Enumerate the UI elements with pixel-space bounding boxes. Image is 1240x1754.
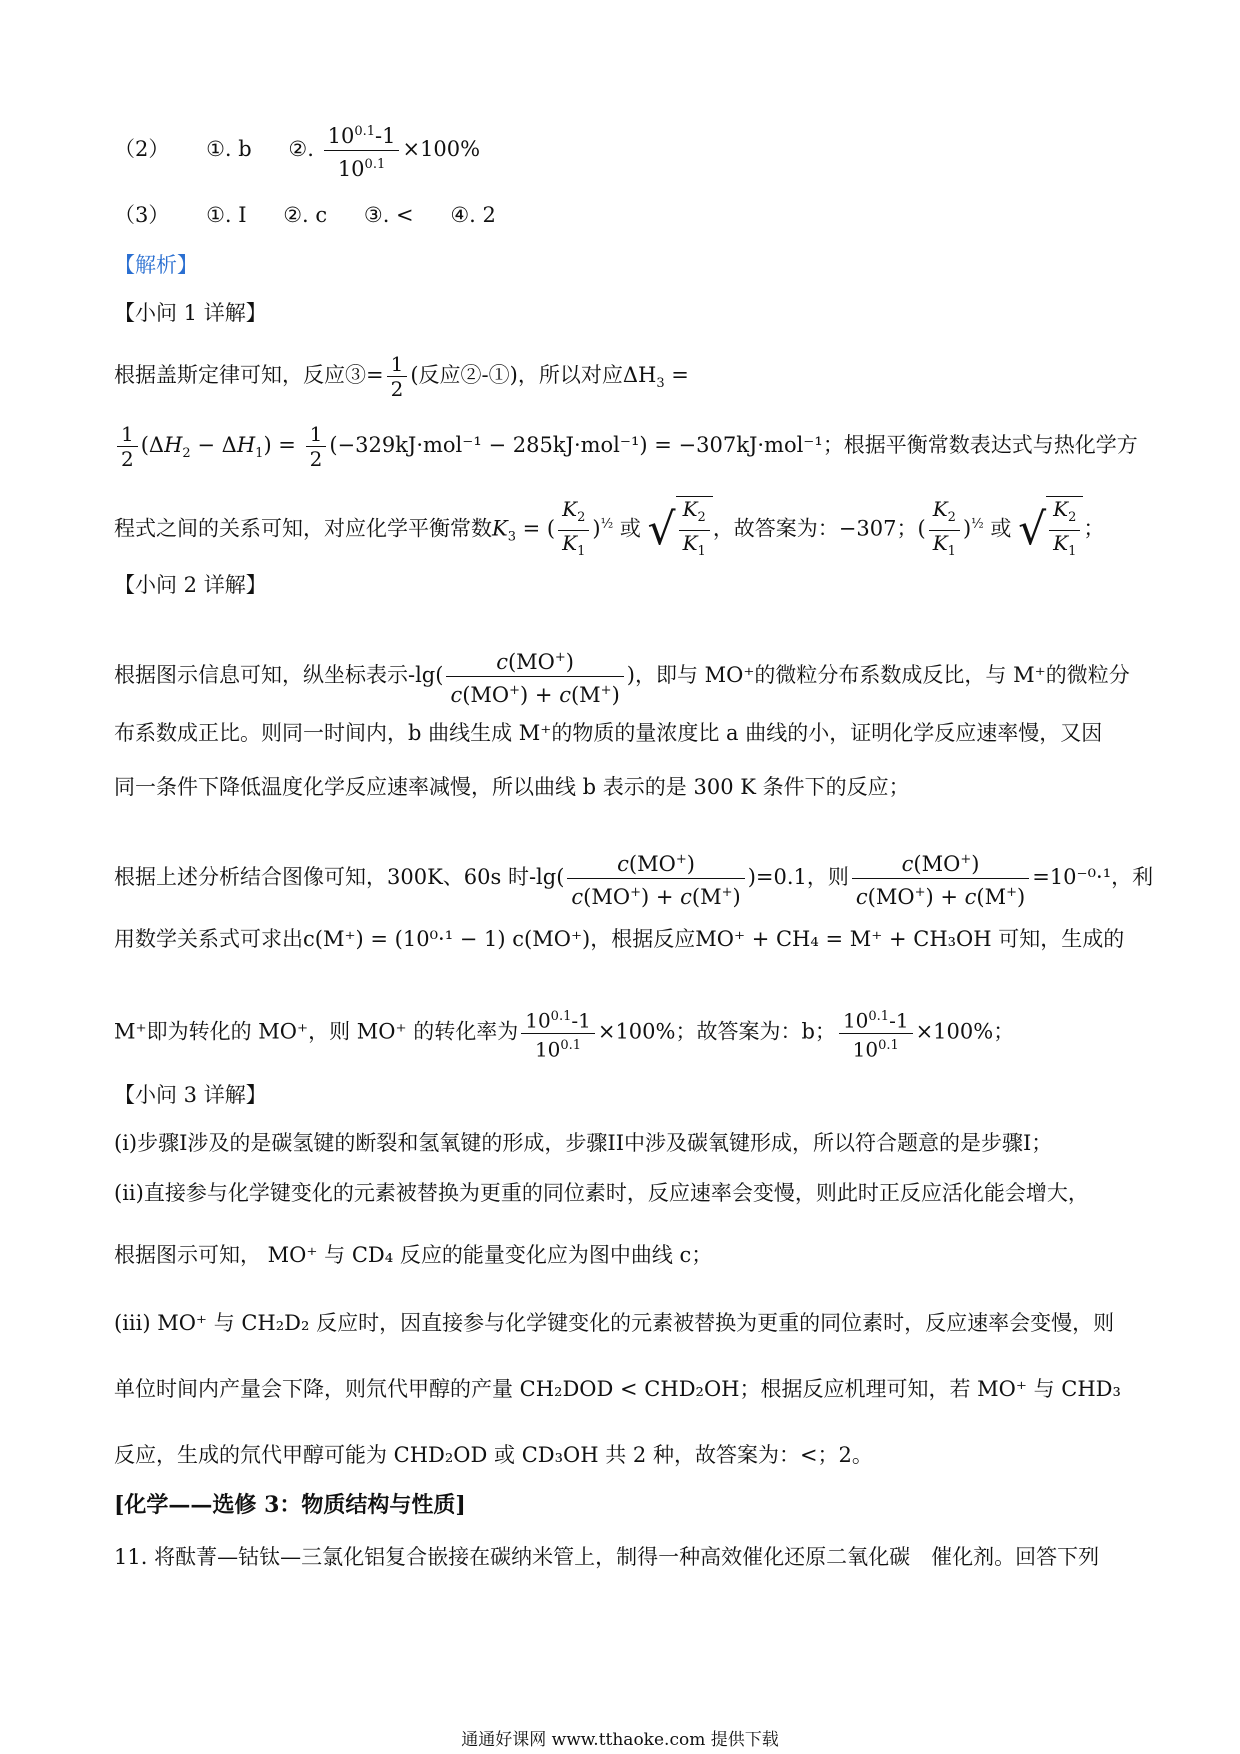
sub1-line1: 根据盖斯定律可知，反应③= $\frac{1}{2}$ (反应②-①)，所以对应$\Delta H_3$ =: [114, 352, 689, 401]
section-heading: [化学——选修 3：物质结构与性质]: [114, 1492, 466, 1518]
sub1-line2: $\frac{1}{2}$ $(\Delta H_2 - \Delta H_1)$ = $\frac{1}{2}$ (−329kJ·mol⁻¹ − 285kJ·mol⁻¹) = −307kJ·mol⁻¹；根据平衡常数表达式与热化学方: [114, 422, 1138, 471]
sub2-line6: M⁺即为转化的 MO⁺，则 MO⁺ 的转化率为 $\frac{10^{0.1}-1}{10^{0.1}}$ ×100%；故答案为：b； $\frac{10^{0.1}-1}{10^{0.1}}$ ×100%；: [114, 1005, 1014, 1061]
sub2-line5: 用数学关系式可求出c(M⁺) = (10⁰·¹ − 1) c(MO⁺)，根据反应MO⁺ + CH₄ = M⁺ + CH₃OH 可知，生成的: [114, 927, 1125, 951]
sub3-line2: (ii)直接参与化学键变化的元素被替换为更重的同位素时，反应速率会变慢，则此时正反应活化能会增大，: [114, 1181, 1089, 1205]
sub1-title: 【小问 1 详解】: [114, 301, 267, 325]
analysis-heading: 【解析】: [114, 253, 198, 277]
sub3-line6: 反应，生成的氘代甲醇可能为 CHD₂OD 或 CD₃OH 共 2 种，故答案为：<；2。: [114, 1443, 873, 1467]
conversion-fraction: $\frac{10^{0.1}-1}{10^{0.1}}$: [324, 118, 400, 183]
sub3-line3: 根据图示可知， MO⁺ 与 CD₄ 反应的能量变化应为图中曲线 c；: [114, 1243, 713, 1267]
sub1-line3: 程式之间的关系可知，对应化学平衡常数$K_3$ = ( $\frac{K_2}{K_1}$ )$^{\frac{1}{2}}$ 或 √ $\frac{K_2}{K_1}$ ，故答案为：−307；( $\frac{K_2}{K_1}$ )$^{\frac{1}{2}}$ 或 √ $\frac{K_2}{K_1}$ ；: [114, 496, 1104, 564]
sub2-title: 【小问 2 详解】: [114, 573, 267, 597]
answer-q2: （2） ①. b ②. $\frac{10^{0.1}-1}{10^{0.1}}$ ×100%: [114, 118, 480, 183]
sub2-line3: 同一条件下降低温度化学反应速率减慢，所以曲线 b 表示的是 300 K 条件下的反应；: [114, 775, 910, 799]
sub3-line1: (i)步骤I涉及的是碳氢键的断裂和氢氧键的形成，步骤II中涉及碳氧键形成，所以符合题意的是步骤I；: [114, 1131, 1053, 1155]
sub3-line4: (iii) MO⁺ 与 CH₂D₂ 反应时，因直接参与化学键变化的元素被替换为更重的同位素时，反应速率会变慢，则: [114, 1311, 1115, 1335]
sub3-line5: 单位时间内产量会下降，则氘代甲醇的产量 CH₂DOD < CHD₂OH；根据反应机理可知，若 MO⁺ 与 CHD₃: [114, 1377, 1121, 1401]
sub2-line1: 根据图示信息可知，纵坐标表示-lg( $\frac{c(MO^+)}{c(MO^+) + c(M^+)}$ )，即与 MO⁺的微粒分布系数成反比，与 M⁺的微粒分: [114, 644, 1130, 709]
sub3-title: 【小问 3 详解】: [114, 1083, 267, 1107]
answer-q3: （3） ①. I ②. c ③. < ④. 2: [114, 203, 496, 227]
sub2-line2: 布系数成正比。则同一时间内，b 曲线生成 M⁺的物质的量浓度比 a 曲线的小，证明化学反应速率慢，又因: [114, 721, 1103, 745]
question-11: 11. 将酞菁—钴钛—三氯化铝复合嵌接在碳纳米管上，制得一种高效催化还原二氧化碳 催化剂。回答下列: [114, 1545, 1100, 1569]
sub2-line4: 根据上述分析结合图像可知，300K、60s 时-lg( $\frac{c(MO^+)}{c(MO^+) + c(M^+)}$ )=0.1，则 $\frac{c(MO^+)}{c(MO^+) + c(M^+)}$ =10⁻⁰·¹，利: [114, 846, 1153, 911]
footer: 通通好课网 www.tthaoke.com 提供下载: [461, 1730, 779, 1750]
